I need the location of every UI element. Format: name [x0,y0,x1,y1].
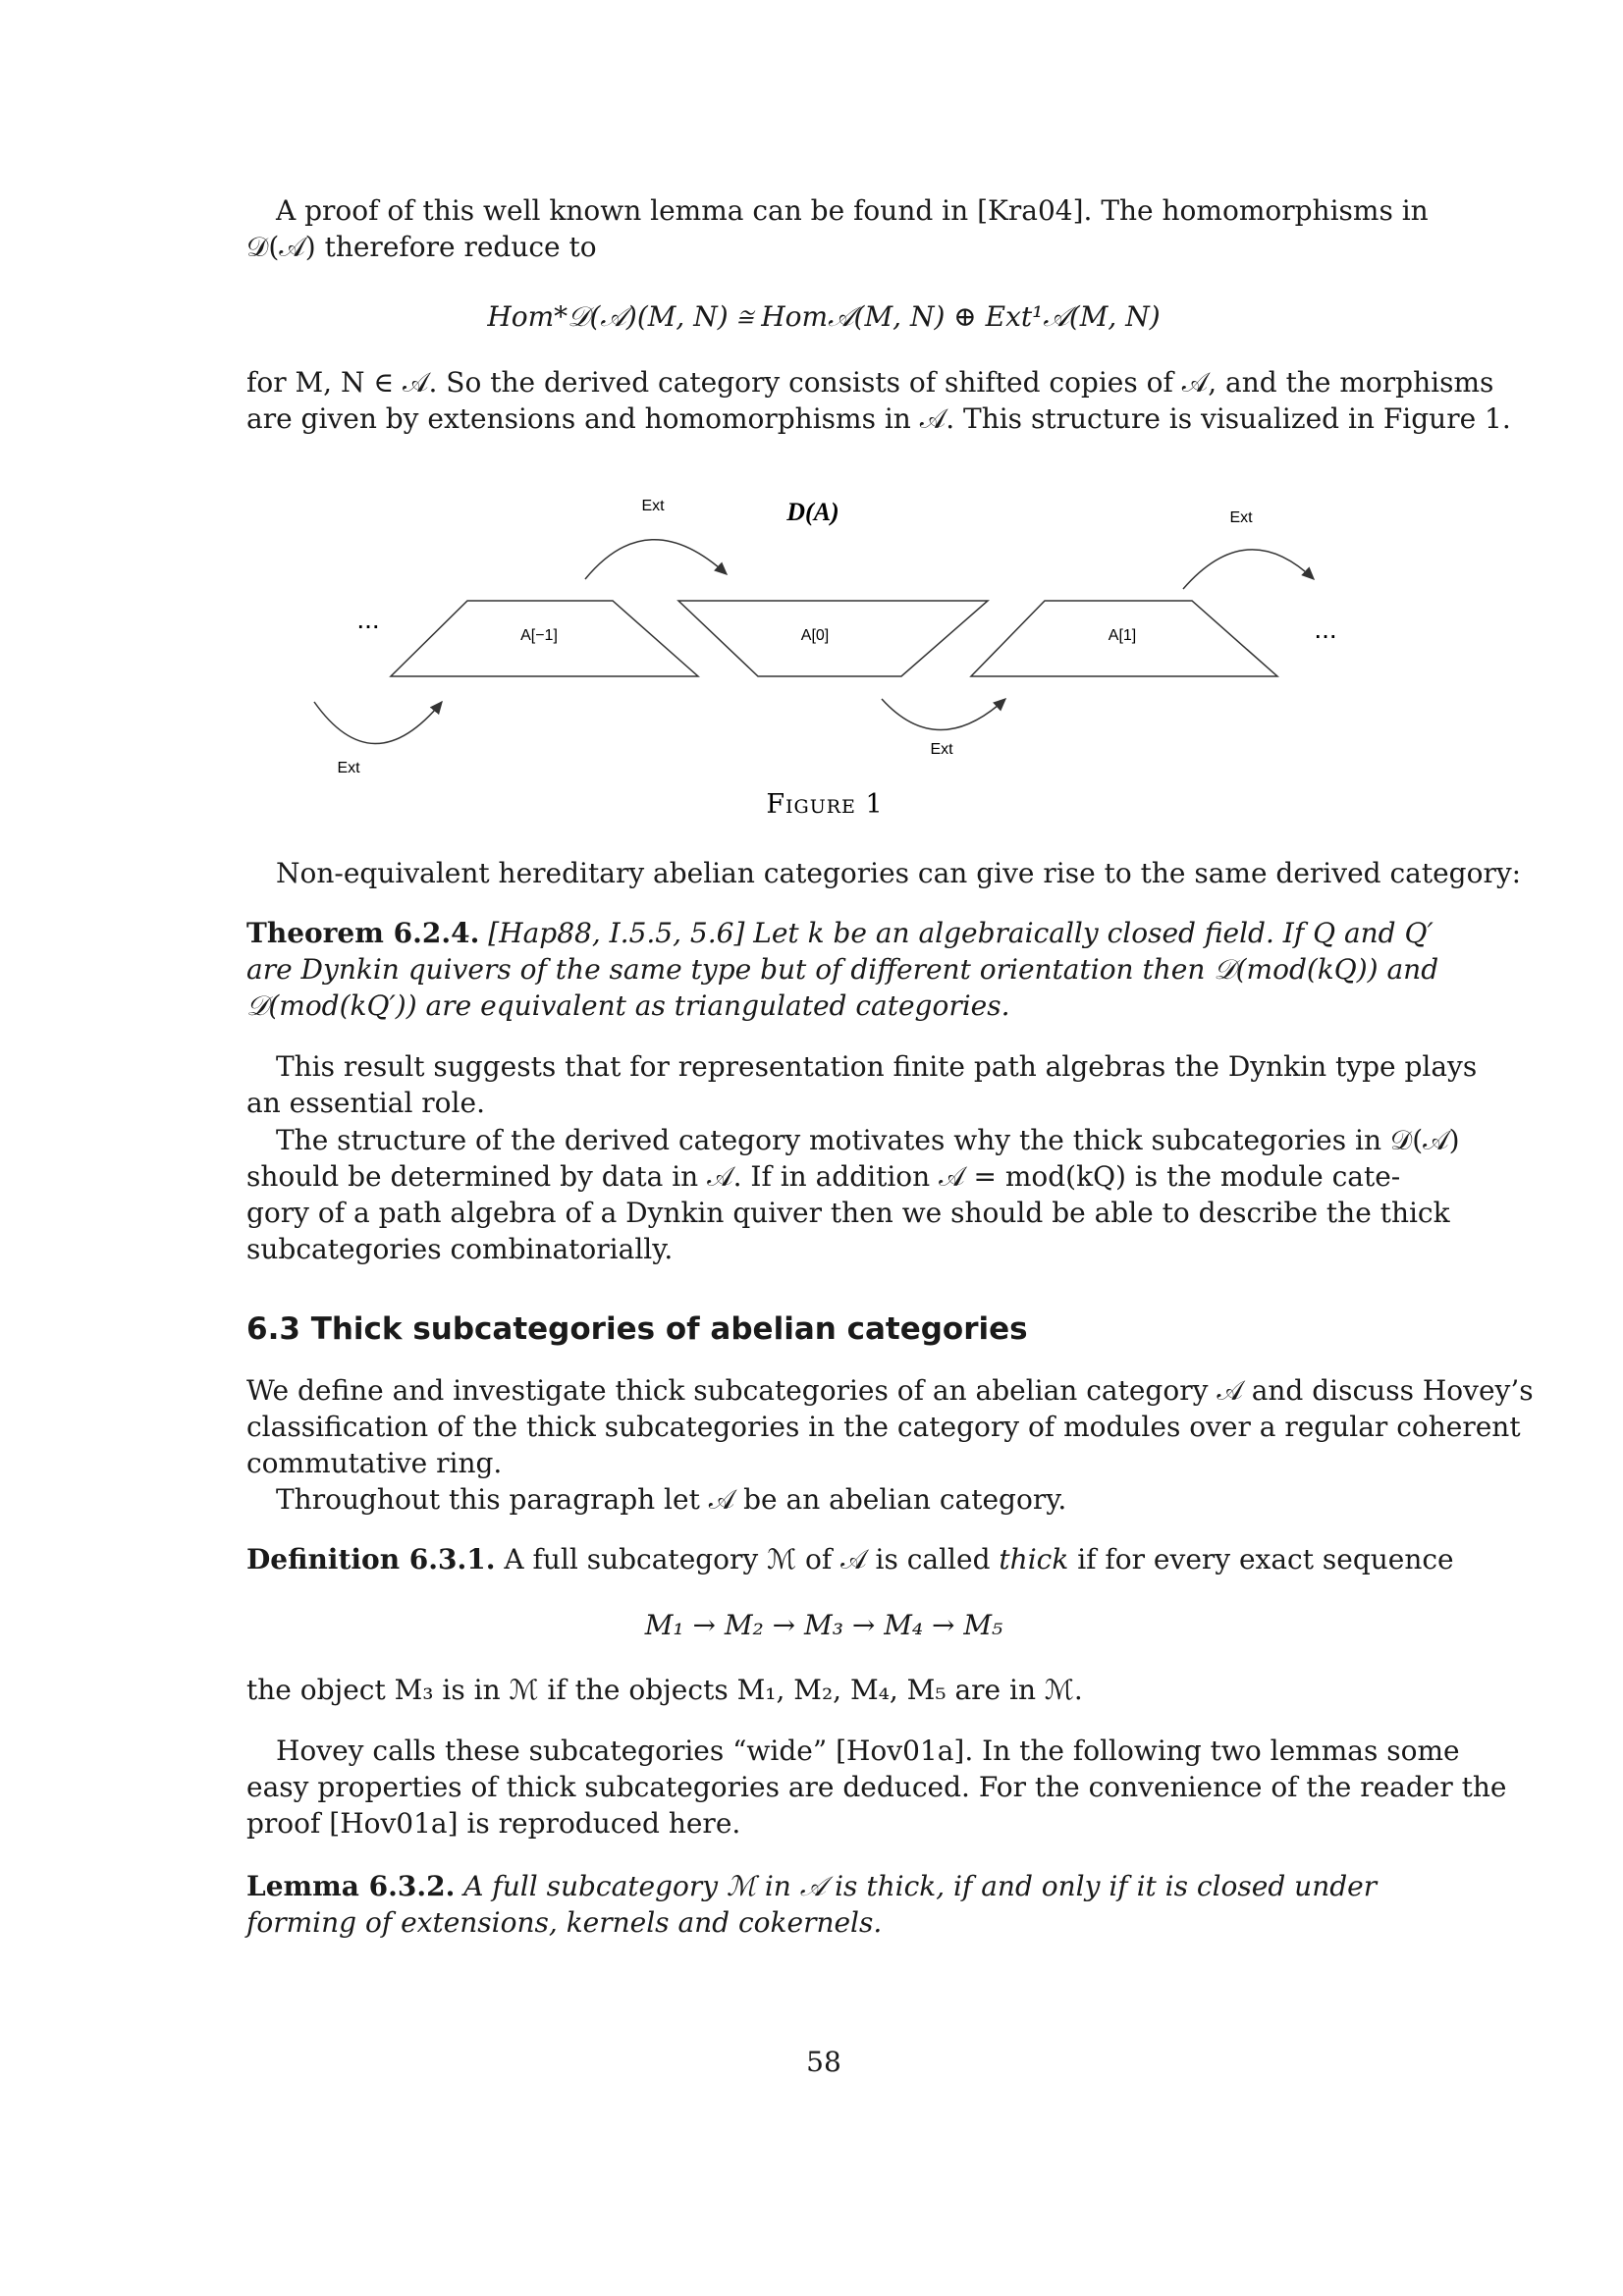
paragraph-derived-line2: are given by extensions and homomorphisms in 𝒜. This structure is visualized in Figure 1. [246,402,1511,435]
theorem-line1: [Hap88, I.5.5, 5.6] Let k be an algebraically closed field. If Q and Q′ [488,917,1434,949]
paragraph-wide-line3: proof [Hov01a] is reproduced here. [246,1807,741,1840]
paragraph-dynkin-line2: an essential role. [246,1087,485,1119]
paragraph-hovey-intro-line3: commutative ring. [246,1447,503,1479]
paragraph-structure [246,1122,1460,1267]
ext-arrow-bottom-left [314,702,442,744]
definition-text-after: if for every exact sequence [1077,1543,1454,1575]
ext-label-top-right: Ext [1229,509,1253,526]
ext-label-top-left: Ext [641,498,665,514]
paragraph-intro [246,192,1429,265]
definition-6-3-1 [246,1541,1454,1577]
ext-label-bottom-middle: Ext [930,741,953,758]
paragraph-structure-line4: subcategories combinatorially. [246,1233,674,1265]
paragraph-derived-line1: for M, N ∈ 𝒜. So the derived category consists of shifted copies of 𝒜, and the morphisms [246,366,1494,399]
paragraph-derived [246,364,1511,437]
equation-exact-sequence: M₁ → M₂ → M₃ → M₄ → M₅ [644,1609,1003,1641]
paragraph-hovey-intro [246,1372,1534,1481]
paragraph-hovey-intro-line1: We define and investigate thick subcategories of an abelian category 𝒜 and discuss Hovey’s [246,1374,1534,1407]
paragraph-nonequivalent-line1: Non-equivalent hereditary abelian categories can give rise to the same derived category: [276,857,1522,889]
definition-term: thick [999,1543,1069,1575]
page-number: 58 [806,2046,841,2078]
lemma-label: Lemma 6.3.2. [246,1870,456,1902]
ellipsis-left: ... [356,604,380,634]
box-a-minus-1-label: A[−1] [520,627,558,644]
lemma-line1: A full subcategory ℳ in 𝒜 is thick, if and only if it is closed under [463,1870,1378,1902]
figure-caption: Figure 1 [766,789,884,820]
figure-derived-category [0,481,1623,854]
theorem-6-2-4 [246,915,1439,1024]
paragraph-object [246,1672,1401,1708]
equation-hom: Hom*𝒟(𝒜)(M, N) ≅ Hom𝒜(M, N) ⊕ Ext¹𝒜(M, N) [487,300,1161,333]
theorem-line3: 𝒟(mod(kQ′)) are equivalent as triangulated categories. [246,989,1010,1022]
box-a-1-label: A[1] [1108,627,1137,644]
box-a-0-label: A[0] [800,627,830,644]
theorem-label: Theorem 6.2.4. [246,917,480,949]
definition-text-before: A full subcategory ℳ of 𝒜 is called [504,1543,991,1575]
ext-label-bottom-left: Ext [337,760,360,776]
paragraph-throughout [246,1481,1401,1518]
paragraph-object-line1: the object M₃ is in ℳ if the objects M₁, M₂, M₄, M₅ are in ℳ. [246,1674,1083,1706]
ext-arrow-top-right [1183,550,1314,589]
ext-arrow-top-left [585,540,727,579]
paragraph-intro-line2: 𝒟(𝒜) therefore reduce to [246,231,597,263]
paragraph-throughout-line1: Throughout this paragraph let 𝒜 be an abelian category. [276,1483,1067,1516]
paragraph-structure-line3: gory of a path algebra of a Dynkin quiver then we should be able to describe the thick [246,1197,1450,1229]
paragraph-structure-line2: should be determined by data in 𝒜. If in addition 𝒜 = mod(kQ) is the module cate- [246,1160,1401,1193]
paragraph-dynkin [246,1048,1478,1121]
section-heading: 6.3 Thick subcategories of abelian categories [246,1311,1028,1347]
box-a-0 [678,601,988,676]
ext-arrow-bottom-middle [882,699,1005,730]
paragraph-nonequivalent [246,855,1522,891]
theorem-line2: are Dynkin quivers of the same type but of different orientation then 𝒟(mod(kQ)) and [246,953,1439,986]
paragraph-hovey-intro-line2: classification of the thick subcategories in the category of modules over a regular coherent [246,1411,1521,1443]
paragraph-wide-line2: easy properties of thick subcategories are deduced. For the convenience of the reader the [246,1771,1507,1803]
figure-title: D(A) [786,498,839,526]
paragraph-dynkin-line1: This result suggests that for representation finite path algebras the Dynkin type plays [276,1050,1478,1083]
lemma-line2: forming of extensions, kernels and cokernels. [246,1906,883,1939]
ellipsis-right: ... [1314,614,1337,644]
paragraph-intro-line1: A proof of this well known lemma can be found in [Kra04]. The homomorphisms in [276,194,1429,227]
definition-label: Definition 6.3.1. [246,1543,496,1575]
paragraph-wide-line1: Hovey calls these subcategories “wide” [Hov01a]. In the following two lemmas some [276,1735,1460,1767]
lemma-6-3-2 [246,1868,1401,1941]
paragraph-structure-line1: The structure of the derived category motivates why the thick subcategories in 𝒟(𝒜) [276,1124,1460,1156]
paragraph-wide [246,1733,1507,1842]
